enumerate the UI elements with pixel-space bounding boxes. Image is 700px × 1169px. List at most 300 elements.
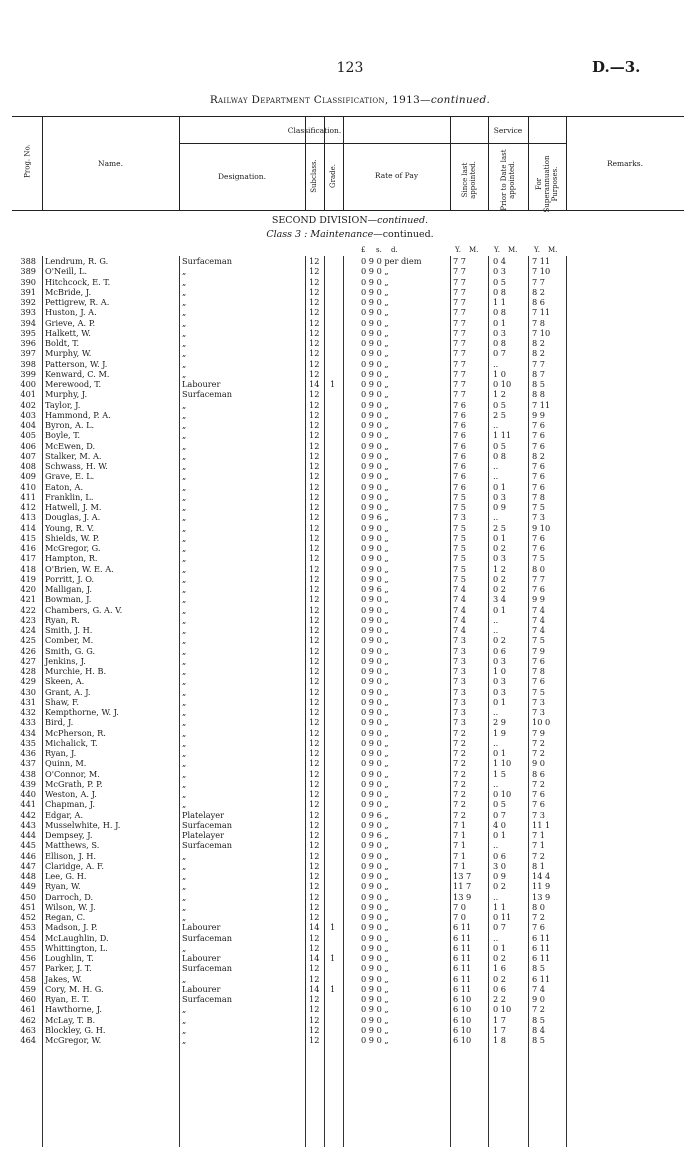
- cell-desig: „: [182, 789, 187, 799]
- cell-no: 449: [20, 881, 36, 892]
- cell-desig: „: [182, 502, 187, 512]
- cell-name: Hammond, P. A.: [45, 409, 111, 420]
- cell-fs: 7 5: [532, 686, 546, 697]
- cell-sub: 12: [309, 973, 320, 984]
- cell-pa: 0 3: [493, 553, 507, 564]
- cell-pay: 0 9 0 „: [361, 471, 389, 482]
- cell-sub: 12: [309, 625, 320, 635]
- cell-name: Kenward, C. M.: [45, 368, 110, 379]
- cell-sa: 7 1: [453, 830, 467, 840]
- cell-sub: 12: [309, 635, 320, 646]
- cell-desig: „: [182, 317, 187, 328]
- cell-sub: 12: [309, 655, 320, 666]
- cell-fs: 6 11: [532, 932, 551, 943]
- cell-no: 424: [20, 625, 36, 635]
- cell-fs: 7 8: [532, 317, 546, 328]
- cell-pa: 1 10: [493, 758, 512, 769]
- cell-desig: „: [182, 409, 187, 420]
- cell-pay: 0 9 0 „: [361, 932, 389, 943]
- cell-sa: 6 10: [453, 994, 472, 1004]
- cell-sa: 7 7: [453, 379, 467, 389]
- cell-fs: 7 6: [532, 655, 546, 666]
- cell-desig: „: [182, 676, 187, 687]
- cell-pay: 0 9 0 „: [361, 594, 389, 605]
- cell-pay: 0 9 0 „: [361, 379, 389, 389]
- table-row: [0, 933, 700, 943]
- cell-sa: 7 2: [453, 768, 467, 779]
- cell-pay: 0 9 6 „: [361, 584, 389, 594]
- cell-desig: „: [182, 563, 187, 574]
- cell-pa: ..: [493, 358, 499, 369]
- cell-sub: 12: [309, 512, 320, 523]
- cell-sa: 7 2: [453, 778, 467, 789]
- cell-no: 429: [20, 676, 36, 687]
- cell-sa: 6 11: [453, 953, 472, 963]
- cell-no: 421: [20, 594, 36, 605]
- cell-name: Loughlin, T.: [45, 953, 94, 963]
- cell-grade: 1: [330, 922, 336, 933]
- cell-no: 461: [20, 1004, 36, 1015]
- cell-sub: 12: [309, 994, 320, 1004]
- page-title: [0, 94, 700, 106]
- cell-grade: 1: [330, 379, 336, 389]
- cell-sa: 7 5: [453, 491, 467, 502]
- cell-fs: 7 3: [532, 707, 546, 717]
- cell-pa: 0 8: [493, 450, 507, 461]
- cell-no: 452: [20, 912, 36, 922]
- cell-desig: Platelayer: [182, 830, 225, 840]
- cell-pay: 0 9 0 „: [361, 727, 389, 738]
- table-row: [0, 1015, 700, 1025]
- cell-sub: 12: [309, 860, 320, 871]
- cell-pa: 0 6: [493, 850, 507, 861]
- header-for-super: For Superannuation Purposes.: [535, 155, 559, 213]
- cell-fs: 7 4: [532, 625, 546, 635]
- cell-pay: 0 9 0 „: [361, 901, 389, 912]
- cell-fs: 7 4: [532, 604, 546, 615]
- cell-pa: 0 5: [493, 440, 507, 451]
- unit-months-3: M.: [548, 246, 558, 254]
- cell-desig: „: [182, 666, 187, 676]
- cell-sa: 7 2: [453, 809, 467, 820]
- division-title: SECOND DIVISION: [271, 215, 368, 226]
- table-row: [0, 871, 700, 881]
- cell-pay: 0 9 0 „: [361, 573, 389, 584]
- cell-desig: „: [182, 327, 187, 338]
- table-row: [0, 779, 700, 789]
- cell-pa: 0 7: [493, 348, 507, 359]
- cell-no: 464: [20, 1035, 36, 1045]
- cell-sa: 7 4: [453, 594, 467, 605]
- cell-sa: 7 7: [453, 317, 467, 328]
- cell-pay: 0 9 0 „: [361, 860, 389, 871]
- cell-name: Hatwell, J. M.: [45, 502, 102, 512]
- cell-name: Merewood, T.: [45, 379, 102, 389]
- cell-name: Ryan, W.: [45, 881, 81, 892]
- cell-pay: 0 9 0 „: [361, 635, 389, 646]
- cell-pa: 3 0: [493, 860, 507, 871]
- cell-sa: 7 5: [453, 553, 467, 564]
- cell-fs: 7 9: [532, 645, 546, 656]
- cell-fs: 6 11: [532, 942, 551, 953]
- cell-desig: „: [182, 1014, 187, 1025]
- header-rate-of-pay: Rate of Pay: [374, 171, 419, 180]
- document-reference: D.—3.: [592, 58, 641, 76]
- cell-desig: „: [182, 604, 187, 615]
- cell-desig: „: [182, 399, 187, 410]
- cell-pa: 0 2: [493, 584, 507, 594]
- cell-name: Skeen, A.: [45, 676, 85, 687]
- cell-fs: 7 6: [532, 799, 546, 810]
- cell-fs: 9 9: [532, 409, 546, 420]
- cell-desig: „: [182, 850, 187, 861]
- cell-no: 437: [20, 758, 36, 769]
- unit-months-2: M.: [508, 246, 518, 254]
- table-row: [0, 625, 700, 635]
- table-row: [0, 410, 700, 420]
- cell-no: 410: [20, 481, 36, 492]
- cell-sa: 7 3: [453, 717, 467, 728]
- cell-fs: 8 2: [532, 338, 546, 348]
- header-classification: Classification.: [287, 126, 342, 135]
- unit-years-3: Y.: [534, 246, 540, 254]
- cell-desig: „: [182, 368, 187, 379]
- cell-fs: 7 11: [532, 256, 551, 266]
- cell-name: Hawthorne, J.: [45, 1004, 103, 1015]
- cell-fs: 7 10: [532, 327, 551, 338]
- cell-pa: 1 2: [493, 389, 507, 400]
- cell-sa: 6 11: [453, 973, 472, 984]
- cell-desig: „: [182, 461, 187, 471]
- cell-sa: 7 7: [453, 307, 467, 318]
- cell-sub: 14: [309, 922, 320, 933]
- cell-no: 422: [20, 604, 36, 615]
- cell-name: Murphy, W.: [45, 348, 92, 359]
- table-row: [0, 912, 700, 922]
- cell-fs: 7 6: [532, 430, 546, 441]
- cell-pay: 0 9 0 „: [361, 276, 389, 287]
- cell-pa: 1 0: [493, 368, 507, 379]
- cell-no: 396: [20, 338, 36, 348]
- cell-no: 393: [20, 307, 36, 318]
- table-row: [0, 676, 700, 686]
- cell-pa: 0 8: [493, 307, 507, 318]
- table-row: [0, 635, 700, 645]
- cell-pay: 0 9 0 „: [361, 645, 389, 656]
- cell-sa: 7 7: [453, 286, 467, 297]
- table-row: [0, 707, 700, 717]
- table-row: [0, 256, 700, 266]
- cell-pa: 0 3: [493, 491, 507, 502]
- cell-desig: „: [182, 266, 187, 277]
- cell-sa: 13 9: [453, 891, 472, 902]
- cell-fs: 7 3: [532, 809, 546, 820]
- cell-pay: 0 9 0 „: [361, 553, 389, 564]
- cell-sa: 7 1: [453, 840, 467, 851]
- cell-pay: 0 9 0 „: [361, 420, 389, 430]
- cell-grade: 1: [330, 983, 336, 994]
- cell-no: 412: [20, 502, 36, 512]
- cell-pay: 0 9 0 „: [361, 717, 389, 728]
- cell-name: Michalick, T.: [45, 737, 98, 748]
- cell-no: 439: [20, 778, 36, 789]
- cell-fs: 8 4: [532, 1024, 546, 1035]
- cell-name: Boyle, T.: [45, 430, 81, 441]
- cell-no: 455: [20, 942, 36, 953]
- cell-sub: 12: [309, 778, 320, 789]
- cell-no: 434: [20, 727, 36, 738]
- cell-pa: 1 8: [493, 1035, 507, 1045]
- cell-pa: 3 4: [493, 594, 507, 605]
- cell-sub: 12: [309, 942, 320, 953]
- cell-fs: 7 5: [532, 635, 546, 646]
- cell-fs: 8 2: [532, 286, 546, 297]
- cell-fs: 7 3: [532, 696, 546, 707]
- table-row: [0, 348, 700, 358]
- cell-fs: 10 0: [532, 717, 551, 728]
- table-row: [0, 523, 700, 533]
- cell-no: 397: [20, 348, 36, 359]
- table-row: [0, 574, 700, 584]
- cell-pa: 2 2: [493, 994, 507, 1004]
- cell-name: Franklin, L.: [45, 491, 94, 502]
- cell-desig: „: [182, 512, 187, 523]
- cell-no: 404: [20, 420, 36, 430]
- cell-pay: 0 9 6 „: [361, 830, 389, 840]
- cell-pa: 1 11: [493, 430, 512, 441]
- cell-pa: 0 7: [493, 922, 507, 933]
- header-name: Name.: [98, 159, 123, 168]
- cell-sa: 6 10: [453, 1014, 472, 1025]
- cell-pay: 0 9 0 „: [361, 368, 389, 379]
- cell-sub: 12: [309, 594, 320, 605]
- cell-desig: „: [182, 307, 187, 318]
- cell-desig: „: [182, 871, 187, 881]
- cell-sa: 7 6: [453, 450, 467, 461]
- cell-sub: 12: [309, 963, 320, 974]
- cell-fs: 11 1: [532, 819, 551, 830]
- cell-no: 443: [20, 819, 36, 830]
- cell-sa: 7 3: [453, 666, 467, 676]
- cell-no: 432: [20, 707, 36, 717]
- cell-pa: 1 5: [493, 768, 507, 779]
- cell-no: 418: [20, 563, 36, 574]
- cell-name: Huston, J. A.: [45, 307, 97, 318]
- cell-name: Weston, A. J.: [45, 789, 97, 799]
- cell-desig: „: [182, 532, 187, 543]
- cell-no: 420: [20, 584, 36, 594]
- cell-pay: 0 9 0 „: [361, 450, 389, 461]
- cell-sub: 12: [309, 532, 320, 543]
- table-row: [0, 379, 700, 389]
- table-row: [0, 1004, 700, 1014]
- cell-desig: „: [182, 584, 187, 594]
- cell-fs: 7 2: [532, 850, 546, 861]
- cell-sub: 12: [309, 338, 320, 348]
- cell-name: Regan, C.: [45, 912, 86, 922]
- cell-pa: ..: [493, 737, 499, 748]
- cell-no: 444: [20, 830, 36, 840]
- cell-desig: „: [182, 655, 187, 666]
- cell-sub: 12: [309, 461, 320, 471]
- cell-sa: 7 1: [453, 819, 467, 830]
- cell-sa: 7 6: [453, 440, 467, 451]
- cell-no: 401: [20, 389, 36, 400]
- cell-fs: 7 2: [532, 1004, 546, 1015]
- cell-desig: „: [182, 860, 187, 871]
- cell-pay: 0 9 0 „: [361, 266, 389, 277]
- table-row: [0, 318, 700, 328]
- cell-name: Stalker, M. A.: [45, 450, 102, 461]
- cell-name: Cory, M. H. G.: [45, 983, 104, 994]
- cell-no: 442: [20, 809, 36, 820]
- cell-pa: 0 2: [493, 635, 507, 646]
- cell-pay: 0 9 0 „: [361, 676, 389, 687]
- cell-pay: 0 9 0 „: [361, 1035, 389, 1045]
- cell-sa: 7 6: [453, 471, 467, 482]
- cell-pay: 0 9 0 „: [361, 522, 389, 533]
- cell-pay: 0 9 0 „: [361, 922, 389, 933]
- cell-sub: 12: [309, 912, 320, 922]
- cell-pay: 0 9 0 „: [361, 389, 389, 400]
- cell-name: Murchie, H. B.: [45, 666, 107, 676]
- cell-pa: 0 2: [493, 973, 507, 984]
- cell-pay: 0 9 0 „: [361, 983, 389, 994]
- cell-pa: 0 11: [493, 912, 512, 922]
- cell-pay: 0 9 0 „: [361, 317, 389, 328]
- cell-name: McGregor, W.: [45, 1035, 102, 1045]
- table-body: [0, 256, 700, 1045]
- cell-pa: 2 5: [493, 522, 507, 533]
- cell-name: Madson, J. P.: [45, 922, 98, 933]
- cell-desig: Surfaceman: [182, 932, 233, 943]
- cell-fs: 6 11: [532, 953, 551, 963]
- cell-sub: 12: [309, 276, 320, 287]
- cell-sa: 7 3: [453, 696, 467, 707]
- cell-pay: 0 9 0 „: [361, 871, 389, 881]
- cell-no: 428: [20, 666, 36, 676]
- cell-fs: 7 8: [532, 491, 546, 502]
- cell-no: 431: [20, 696, 36, 707]
- cell-pa: 0 3: [493, 655, 507, 666]
- cell-fs: 14 4: [532, 871, 551, 881]
- cell-pa: 0 2: [493, 543, 507, 553]
- table-row: [0, 461, 700, 471]
- cell-sub: 12: [309, 850, 320, 861]
- table-row: [0, 389, 700, 399]
- cell-no: 453: [20, 922, 36, 933]
- unit-years-2: Y.: [494, 246, 500, 254]
- cell-pa: 0 9: [493, 502, 507, 512]
- cell-fs: 7 6: [532, 420, 546, 430]
- table-row: [0, 420, 700, 430]
- cell-name: Schwass, H. W.: [45, 461, 108, 471]
- cell-desig: „: [182, 358, 187, 369]
- cell-fs: 8 6: [532, 297, 546, 307]
- cell-fs: 7 6: [532, 440, 546, 451]
- cell-sa: 7 6: [453, 399, 467, 410]
- cell-fs: 8 1: [532, 860, 546, 871]
- cell-fs: 9 9: [532, 594, 546, 605]
- cell-pay: 0 9 0 „: [361, 840, 389, 851]
- cell-name: Boldt, T.: [45, 338, 80, 348]
- cell-pay: 0 9 0 per diem: [361, 256, 422, 266]
- header-grade: Grade.: [329, 164, 337, 188]
- cell-sa: 7 4: [453, 604, 467, 615]
- cell-sa: 7 5: [453, 573, 467, 584]
- table-row: [0, 482, 700, 492]
- cell-fs: 7 6: [532, 922, 546, 933]
- cell-no: 451: [20, 901, 36, 912]
- cell-pa: 1 7: [493, 1024, 507, 1035]
- table-row: [0, 697, 700, 707]
- cell-sa: 6 10: [453, 1004, 472, 1015]
- cell-sub: 12: [309, 789, 320, 799]
- table-row: [0, 646, 700, 656]
- cell-name: Porritt, J. O.: [45, 573, 95, 584]
- cell-sa: 6 11: [453, 942, 472, 953]
- table-row: [0, 748, 700, 758]
- cell-pa: 1 9: [493, 727, 507, 738]
- cell-no: 405: [20, 430, 36, 441]
- cell-fs: 7 6: [532, 676, 546, 687]
- cell-sa: 6 11: [453, 932, 472, 943]
- cell-fs: 7 4: [532, 983, 546, 994]
- cell-desig: Platelayer: [182, 809, 225, 820]
- cell-sa: 7 7: [453, 348, 467, 359]
- cell-sa: 7 2: [453, 799, 467, 810]
- header-prog-no: Prog. No.: [23, 144, 32, 178]
- cell-desig: „: [182, 573, 187, 584]
- cell-sa: 7 7: [453, 276, 467, 287]
- cell-name: Quinn, M.: [45, 758, 87, 769]
- cell-name: Hitchcock, E. T.: [45, 276, 111, 287]
- cell-no: 427: [20, 655, 36, 666]
- cell-desig: „: [182, 727, 187, 738]
- cell-no: 423: [20, 614, 36, 625]
- cell-sa: 6 11: [453, 983, 472, 994]
- cell-name: McLay, T. B.: [45, 1014, 96, 1025]
- table-row: [0, 974, 700, 984]
- unit-months-1: M.: [469, 246, 479, 254]
- cell-sub: 12: [309, 1014, 320, 1025]
- table-row: [0, 728, 700, 738]
- cell-fs: 8 5: [532, 1035, 546, 1045]
- cell-pay: 0 9 0 „: [361, 1014, 389, 1025]
- cell-fs: 8 0: [532, 563, 546, 574]
- cell-no: 436: [20, 748, 36, 758]
- cell-fs: 7 5: [532, 502, 546, 512]
- cell-pay: 0 9 0 „: [361, 1004, 389, 1015]
- class-heading: [0, 229, 700, 240]
- cell-fs: 7 1: [532, 840, 546, 851]
- cell-pay: 0 9 0 „: [361, 307, 389, 318]
- cell-no: 395: [20, 327, 36, 338]
- cell-sa: 11 7: [453, 881, 472, 892]
- cell-desig: Surfaceman: [182, 389, 233, 400]
- cell-desig: Surfaceman: [182, 963, 233, 974]
- cell-no: 399: [20, 368, 36, 379]
- cell-name: McGregor, G.: [45, 543, 101, 553]
- cell-name: Jakes, W.: [45, 973, 82, 984]
- cell-name: McPherson, R.: [45, 727, 106, 738]
- cell-pay: 0 9 0 „: [361, 338, 389, 348]
- cell-pay: 0 9 0 „: [361, 502, 389, 512]
- cell-name: McEwen, D.: [45, 440, 96, 451]
- cell-name: McGrath, P. P.: [45, 778, 103, 789]
- cell-no: 390: [20, 276, 36, 287]
- cell-name: Eaton, A.: [45, 481, 84, 492]
